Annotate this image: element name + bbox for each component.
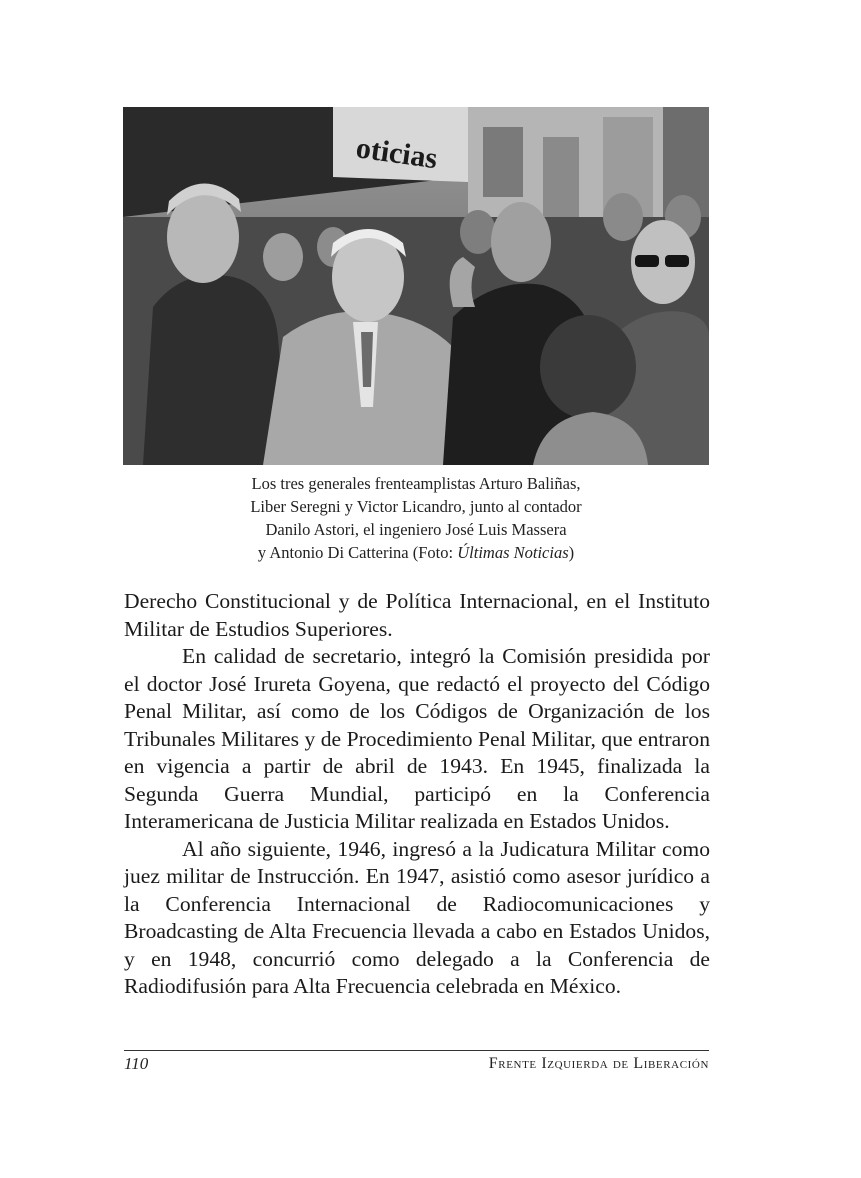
page-number: 110 (124, 1054, 149, 1073)
paragraph: Al año siguiente, 1946, ingresó a la Judicatura Militar como juez militar de Instrucción. En 1947, asistió como asesor jurídico a la Conferencia Internacional de Radiocomunicaciones y Broadcasting de Alta Frecuencia llevada a cabo en Estados Unidos, y en 1948, concurrió como delegado a la Conferencia de Radiodifusión para Alta Frecuencia celebrada en México. (124, 836, 710, 998)
photograph-icon (123, 107, 709, 465)
caption-source-italic: Últimas Noticias (457, 543, 569, 562)
body-text (124, 588, 710, 1001)
caption-line: Danilo Astori, el ingeniero José Luis Massera (265, 520, 567, 539)
news-photograph (123, 107, 709, 465)
caption-text: y Antonio Di Catterina (Foto: (257, 543, 458, 562)
paragraph: En calidad de secretario, integró la Comisión presidida por el doctor José Irureta Goyena, que redactó el proyecto del Código Penal Militar, así como de los Códigos de Organización de los Tribunales Militares y de Procedimiento Penal Militar, que entraron en vigencia a partir de abril de 1943. En 1945, finalizada la Segunda Guerra Mundial, participó en la Conferencia Interamericana de Justicia Militar realizada en Estados Unidos. (124, 644, 710, 833)
running-head: Frente Izquierda de Liberación (488, 1055, 709, 1072)
footer-rule (124, 1050, 709, 1051)
photo-caption (123, 472, 709, 564)
paragraph: Derecho Constitucional y de Política Internacional, en el Instituto Militar de Estudios Superiores. (124, 589, 710, 641)
caption-text: ) (568, 543, 575, 562)
sign-text: oticias (354, 131, 440, 176)
caption-line: Los tres generales frenteamplistas Arturo Baliñas, (251, 474, 581, 493)
caption-line (123, 541, 709, 564)
caption-line: Liber Seregni y Victor Licandro, junto al contador (250, 497, 582, 516)
